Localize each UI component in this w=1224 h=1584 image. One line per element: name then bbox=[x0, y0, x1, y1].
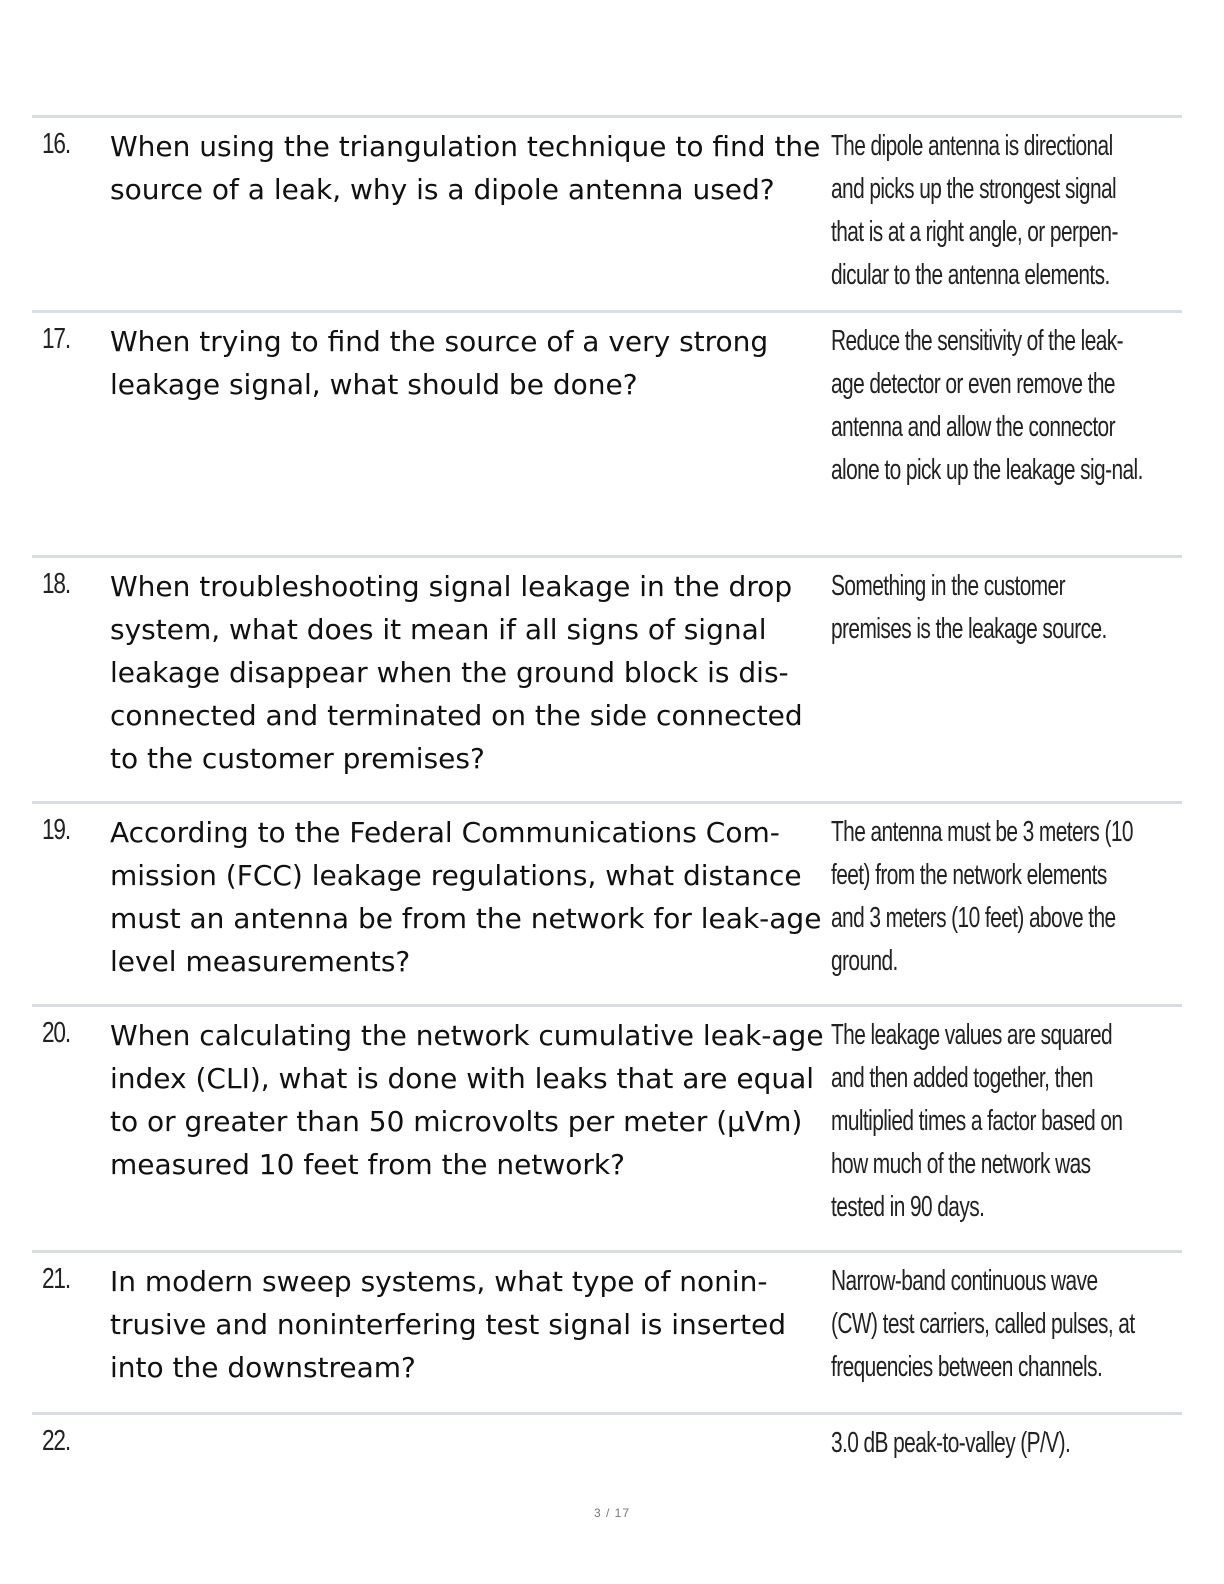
question-number: 20. bbox=[42, 1017, 70, 1049]
question-number: 21. bbox=[42, 1263, 70, 1295]
question-text: According to the Federal Communications Com-mission (FCC) leakage regulations, what distance must an antenna be from the network for leak-age level measurements? bbox=[110, 816, 822, 978]
answer-text: Something in the customer premises is the leakage source. bbox=[831, 570, 1107, 645]
qa-table bbox=[32, 115, 1182, 1482]
answer-text: 3.0 dB peak-to-valley (P/V). bbox=[831, 1427, 1071, 1459]
answer-text: The dipole antenna is directional and picks up the strongest signal that is at a right angle, or perpen-dicular to the antenna elements. bbox=[831, 130, 1118, 291]
question-number: 16. bbox=[42, 128, 70, 160]
question-text: In modern sweep systems, what type of nonin-trusive and noninterfering test signal is inserted into the downstream? bbox=[110, 1265, 787, 1384]
answer-text: The leakage values are squared and then added together, then multiplied times a factor based on how much of the network was tested in 90 days. bbox=[831, 1019, 1123, 1223]
qa-row-19 bbox=[32, 801, 1182, 1004]
question-text: When troubleshooting signal leakage in the drop system, what does it mean if all signs of signal leakage disappear when the ground block is dis-connected and terminated on the side connected to the customer premises? bbox=[110, 570, 803, 775]
question-number: 18. bbox=[42, 568, 70, 600]
qa-row-17 bbox=[32, 310, 1182, 555]
answer-text: The antenna must be 3 meters (10 feet) from the network elements and 3 meters (10 feet) above the ground. bbox=[831, 816, 1133, 977]
question-number: 19. bbox=[42, 814, 70, 846]
question-text: When calculating the network cumulative leak-age index (CLI), what is done with leaks that are equal to or greater than 50 microvolts per meter (μVm) measured 10 feet from the network? bbox=[110, 1019, 824, 1181]
qa-row-22 bbox=[32, 1412, 1182, 1482]
question-text: When trying to find the source of a very strong leakage signal, what should be done? bbox=[110, 325, 769, 401]
qa-row-21 bbox=[32, 1250, 1182, 1412]
question-number: 22. bbox=[42, 1425, 70, 1457]
qa-row-20 bbox=[32, 1004, 1182, 1250]
page-indicator: 3 / 17 bbox=[593, 1506, 631, 1520]
question-text: When using the triangulation technique to find the source of a leak, why is a dipole antenna used? bbox=[110, 130, 821, 206]
answer-text: Narrow-band continuous wave (CW) test carriers, called pulses, at frequencies between channels. bbox=[831, 1265, 1135, 1383]
qa-row-16 bbox=[32, 115, 1182, 310]
answer-text: Reduce the sensitivity of the leak-age detector or even remove the antenna and allow the connector alone to pick up the leakage sig-nal. bbox=[831, 325, 1143, 486]
qa-row-18 bbox=[32, 555, 1182, 801]
question-number: 17. bbox=[42, 323, 70, 355]
